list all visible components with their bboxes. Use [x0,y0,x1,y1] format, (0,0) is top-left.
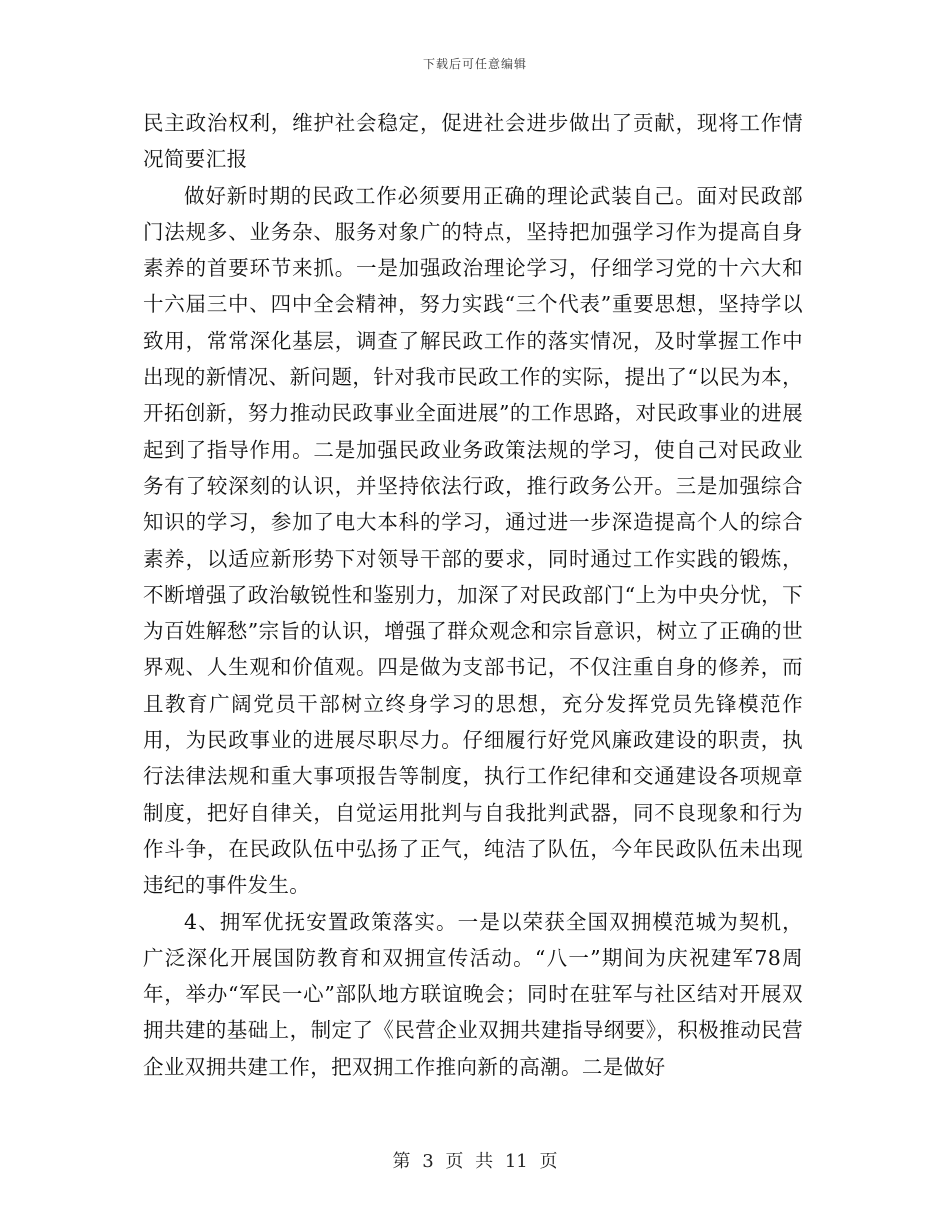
paragraph-continuation: 民主政治权利，维护社会稳定，促进社会进步做出了贡献，现将工作情况简要汇报 [143,111,803,172]
page-number: 第 3 页 共 11 页 [392,1151,558,1172]
paragraph-military-support: 4、拥军优抚安置政策落实。一是以荣获全国双拥模范城为契机，广泛深化开展国防教育和双拥宣传活动。“八一”期间为庆祝建军78周年，举办“军民一心”部队地方联谊晚会；同时在驻军与社区结对开展双拥共建的基础上，制定了《民营企业双拥共建指导纲要》，积极推动民营企业双拥共建工作，把双拥工作推向新的高潮。二是做好 [143,909,803,1079]
page-header: 下载后可任意编辑 [422,57,527,71]
paragraph-theory-study: 做好新时期的民政工作必须要用正确的理论武装自己。面对民政部门法规多、业务杂、服务对象广的特点，坚持把加强学习作为提高自身素养的首要环节来抓。一是加强政治理论学习，仔细学习党的十六大和十六届三中、四中全会精神，努力实践“三个代表”重要思想，坚持学以致用，常常深化基层，调查了解民政工作的落实情况，及时掌握工作中出现的新情况、新问题，针对我市民政工作的实际，提出了“以民为本，开拓创新，努力推动民政事业全面进展”的工作思路，对民政事业的进展起到了指导作用。二是加强民政业务政策法规的学习，使自己对民政业务有了较深刻的认识，并坚持依法行政，推行政务公开。三是加强综合知识的学习，参加了电大本科的学习，通过进一步深造提高个人的综合素养，以适应新形势下对领导干部的要求，同时通过工作实践的锻炼，不断增强了政治敏锐性和鉴别力，加深了对民政部门“上为中央分忧，下为百姓解愁”宗旨的认识，增强了群众观念和宗旨意识，树立了正确的世界观、人生观和价值观。四是做为支部书记，不仅注重自身的修养，而且教育广阔党员干部树立终身学习的思想，充分发挥党员先锋模范作用，为民政事业的进展尽职尽力。仔细履行好党风廉政建设的职责，执行法律法规和重大事项报告等制度，执行工作纪律和交通建设各项规章制度，把好自律关，自觉运用批判与自我批判武器，同不良现象和行为作斗争，在民政队伍中弘扬了正气，纯洁了队伍，今年民政队伍未出现违纪的事件发生。 [143,183,803,898]
document-body [143,105,803,1085]
